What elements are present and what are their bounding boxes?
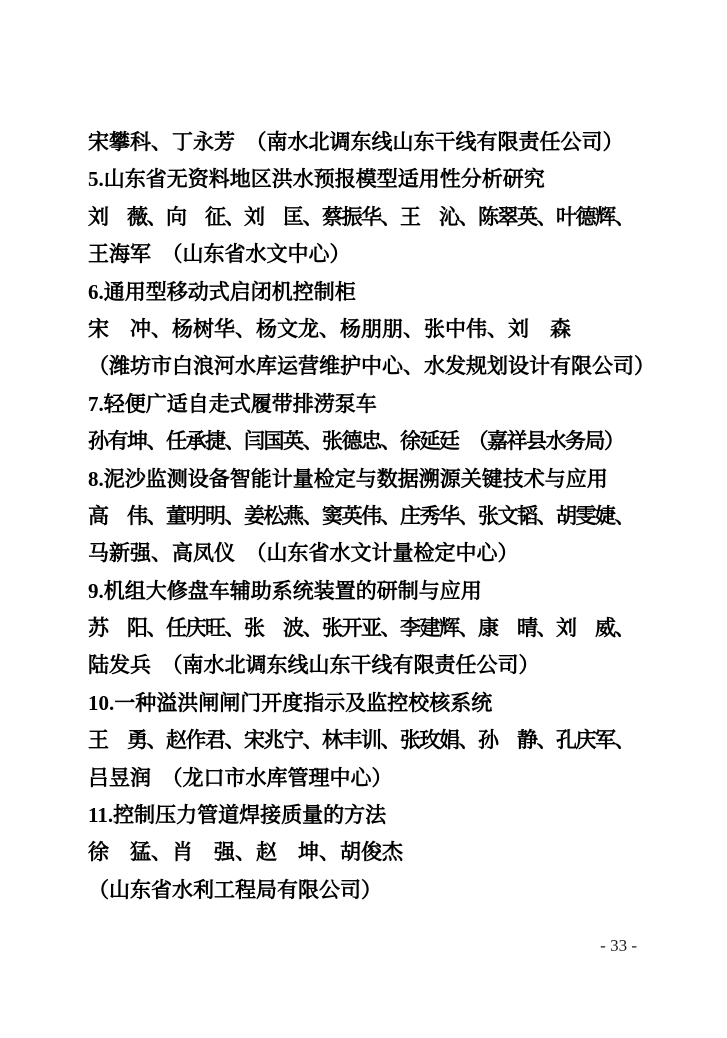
document-line-authors: 吕昱润 （龙口市水库管理中心） [88, 765, 393, 790]
document-line-item-title: 6.通用型移动式启闭机控制柜 [88, 279, 356, 304]
document-line-authors: 宋 冲、杨树华、杨文龙、杨朋朋、张中伟、刘 森 [88, 316, 571, 341]
document-line-item-title: 7.轻便广适自走式履带排涝泵车 [88, 391, 377, 416]
document-line-authors: 宋攀科、丁永芳 （南水北调东线山东干线有限责任公司） [88, 130, 624, 154]
document-line-authors: 苏 阳、任庆旺、张 波、张开亚、李建辉、康 晴、刘 威、 [88, 616, 634, 641]
document-line-authors: 刘 薇、向 征、刘 匡、蔡振华、王 沁、陈翠英、叶德辉、 [88, 204, 634, 229]
document-line-item-title: 8.泥沙监测设备智能计量检定与数据溯源关键技术与应用 [88, 466, 608, 491]
document-line-item-title: 11.控制压力管道焊接质量的方法 [88, 803, 387, 828]
page-number: - 33 - [600, 936, 637, 955]
document-line-item-title: 9.机组大修盘车辅助系统装置的研制与应用 [88, 578, 482, 603]
document-line-item-title: 5.山东省无资料地区洪水预报模型适用性分析研究 [88, 167, 545, 192]
document-line-authors: 马新强、高凤仪 （山东省水文计量检定中心） [88, 541, 519, 566]
document-line-authors: 高 伟、董明明、姜松燕、窦英伟、庄秀华、张文韬、胡雯婕、 [88, 503, 634, 528]
document-line-authors: 孙有坤、任承捷、闫国英、张德忠、徐延廷 （嘉祥县水务局） [88, 429, 624, 454]
document-line-authors: 王海军 （山东省水文中心） [88, 242, 351, 267]
document-line-authors: 徐 猛、肖 强、赵 坤、胡俊杰 [88, 840, 403, 865]
document-line-item-title: 10.一种溢洪闸闸门开度指示及监控校核系统 [88, 690, 493, 715]
document-line-org: （潍坊市白浪河水库运营维护中心、水发规划设计有限公司） [88, 354, 655, 379]
document-line-authors: 王 勇、赵作君、宋兆宁、林丰训、张玫娟、孙 静、孔庆军、 [88, 728, 634, 753]
document-line-org: （山东省水利工程局有限公司） [88, 877, 382, 902]
document-line-authors: 陆发兵 （南水北调东线山东干线有限责任公司） [88, 653, 540, 678]
document-body [88, 124, 655, 909]
